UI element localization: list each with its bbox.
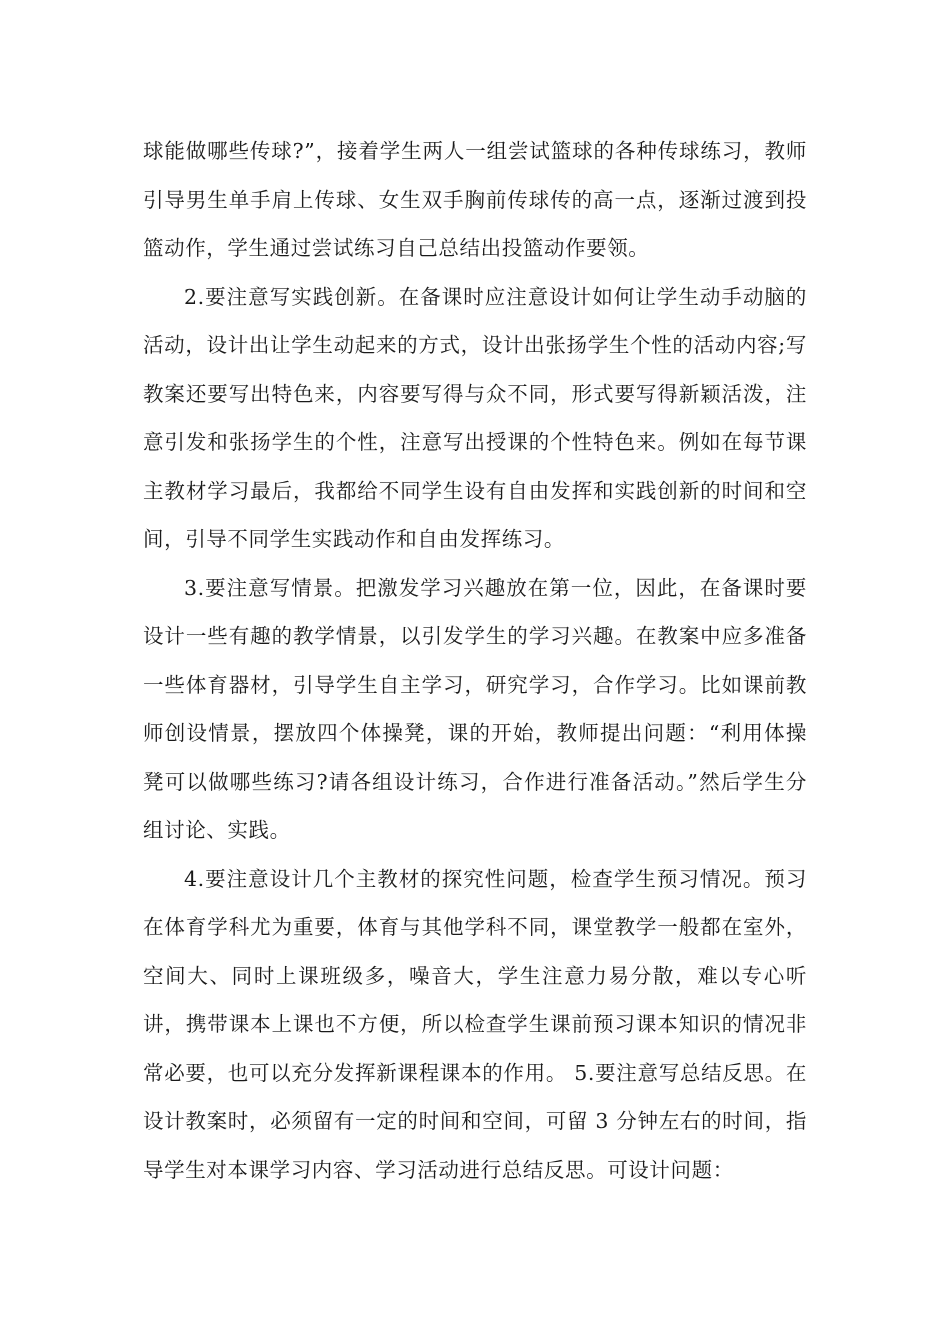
document-body xyxy=(143,127,807,1194)
paragraph-practice-innovation: 2.要注意写实践创新。在备课时应注意设计如何让学生动手动脑的活动，设计出让学生动起来的方式，设计出张扬学生个性的活动内容;写教案还要写出特色来，内容要写得与众不同，形式要写得新颖活泼，注意引发和张扬学生的个性，注意写出授课的个性特色来。例如在每节课主教材学习最后，我都给不同学生设有自由发挥和实践创新的时间和空间，引导不同学生实践动作和自由发挥练习。 xyxy=(143,284,807,551)
paragraph-inquiry-questions: 4.要注意设计几个主教材的探究性问题，检查学生预习情况。预习在体育学科尤为重要，体育与其他学科不同，课堂教学一般都在室外，空间大、同时上课班级多，噪音大，学生注意力易分散，难以专心听讲，携带课本上课也不方便，所以检查学生课前预习课本知识的情况非常必要，也可以充分发挥新课程课本的作用。 5.要注意写总结反思。在设计教案时，必须留有一定的时间和空间，可留 3 分钟左右的时间，指导学生对本课学习内容、学习活动进行总结反思。可设计问题： xyxy=(143,866,807,1182)
paragraph-continuation: 球能做哪些传球?”，接着学生两人一组尝试篮球的各种传球练习，教师引导男生单手肩上传球、女生双手胸前传球传的高一点，逐渐过渡到投篮动作，学生通过尝试练习自己总结出投篮动作要领。 xyxy=(143,139,807,260)
paragraph-scenario: 3.要注意写情景。把激发学习兴趣放在第一位，因此，在备课时要设计一些有趣的教学情景，以引发学生的学习兴趣。在教案中应多准备一些体育器材，引导学生自主学习，研究学习，合作学习。比如课前教师创设情景，摆放四个体操凳，课的开始，教师提出问题：“利用体操凳可以做哪些练习?请各组设计练习，合作进行准备活动。”然后学生分组讨论、实践。 xyxy=(143,575,807,842)
